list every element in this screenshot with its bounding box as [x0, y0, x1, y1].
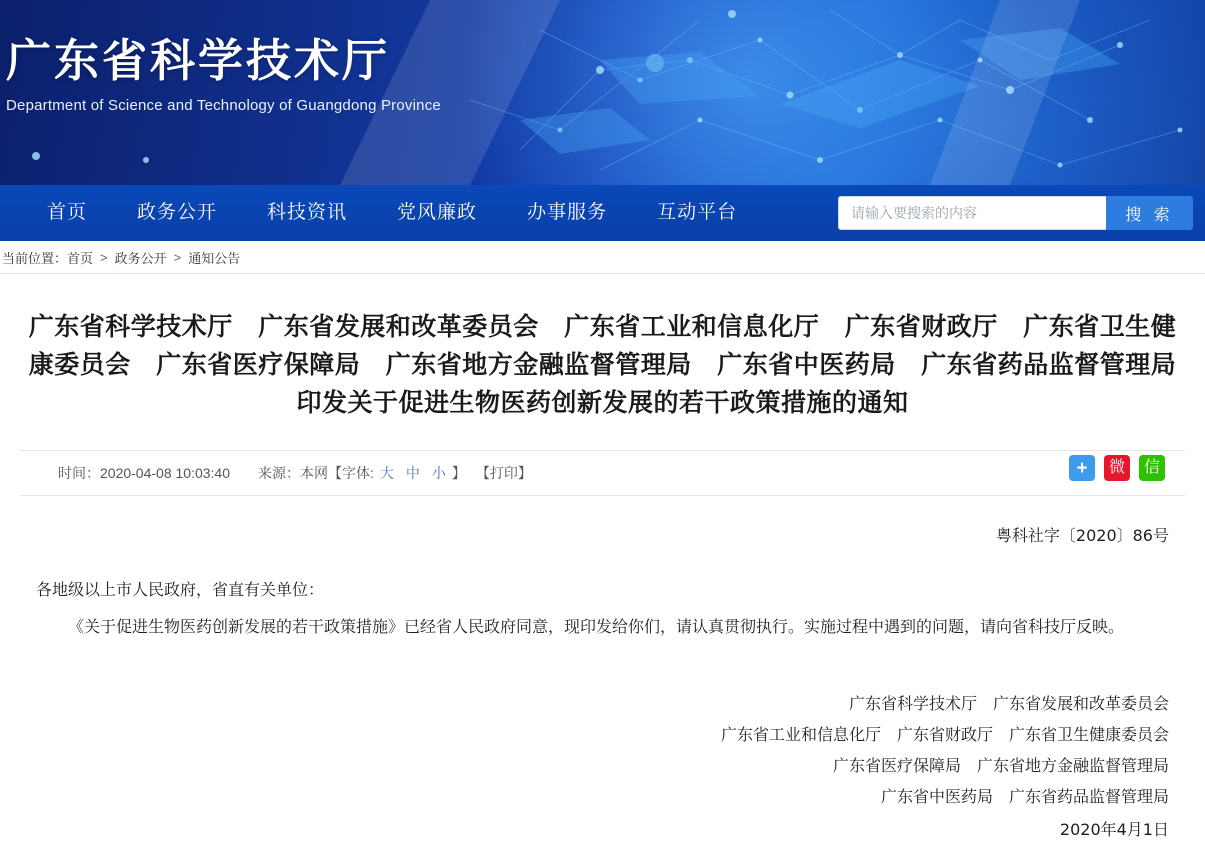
weibo-icon[interactable]: 微	[1104, 455, 1130, 481]
signature-line: 广东省中医药局 广东省药品监督管理局	[880, 787, 1169, 806]
breadcrumb-prefix: 当前位置：	[2, 250, 68, 266]
signature-line: 广东省工业和信息化厅 广东省财政厅 广东省卫生健康委员会	[720, 725, 1169, 744]
fontsize-small-button[interactable]: 小	[431, 465, 446, 481]
document-signature-block	[36, 688, 1169, 845]
signature-line: 广东省科学技术厅 广东省发展和改革委员会	[848, 694, 1169, 713]
document-addressee: 各地级以上市人民政府，省直有关单位：	[36, 580, 325, 599]
breadcrumb-separator-icon: >	[100, 249, 108, 265]
site-banner	[0, 0, 1205, 185]
nav-item-government-affairs[interactable]: 政务公开	[137, 202, 218, 223]
breadcrumb-item-home[interactable]: 首页	[67, 250, 94, 266]
publish-time-label: 时间：	[58, 465, 100, 481]
print-button[interactable]: 【打印】	[475, 465, 532, 481]
document-paragraph: 《关于促进生物医药创新发展的若干政策措施》已经省人民政府同意，现印发给你们，请认真贯彻执行。实施过程中遇到的问题，请向省科技厅反映。	[68, 617, 1125, 636]
fontsize-suffix: 】	[451, 465, 466, 481]
nav-item-party-conduct[interactable]: 党风廉政	[397, 202, 478, 223]
main-navigation	[0, 185, 1205, 241]
breadcrumb-item-notice[interactable]: 通知公告	[188, 250, 241, 266]
breadcrumb-separator-icon: >	[173, 249, 182, 265]
nav-item-tech-news[interactable]: 科技资讯	[267, 202, 348, 223]
page-title: 广东省科学技术厅 广东省发展和改革委员会 广东省工业和信息化厅 广东省财政厅 广东省卫生健康委员会 广东省医疗保障局 广东省地方金融监督管理局 广东省中医药局 广东省药品监督管理局印发关于促进生物医药创新发展的若干政策措施的通知	[28, 312, 1177, 417]
signature-line: 广东省医疗保障局 广东省地方金融监督管理局	[832, 756, 1169, 775]
fontsize-medium-button[interactable]: 中	[405, 465, 420, 481]
document-number: 粤科社字〔2020〕86号	[995, 526, 1169, 545]
share-more-icon[interactable]: +	[1069, 455, 1095, 481]
signature-date: 2020年4月1日	[1059, 820, 1169, 839]
fontsize-prefix: 【字体:	[328, 465, 374, 481]
nav-item-home[interactable]: 首页	[47, 202, 88, 223]
fontsize-large-button[interactable]: 大	[379, 465, 394, 481]
nav-item-list	[0, 185, 762, 241]
share-icon-group	[1069, 455, 1165, 481]
site-title-zh: 广东省科学技术厅	[6, 34, 391, 87]
search-box	[838, 196, 1193, 230]
publish-time-value: 2020-04-08 10:03:40	[100, 465, 230, 481]
nav-item-services[interactable]: 办事服务	[527, 202, 608, 223]
source-label: 来源：	[258, 465, 300, 481]
publish-time	[58, 463, 230, 483]
nav-item-interaction[interactable]: 互动平台	[657, 202, 738, 223]
search-button[interactable]: 搜 索	[1106, 196, 1193, 230]
article-meta-bar	[20, 450, 1185, 496]
article-source	[258, 463, 328, 483]
site-title-en: Department of Science and Technology of Guangdong Province	[6, 97, 441, 114]
article-card	[0, 273, 1205, 855]
search-input[interactable]	[838, 196, 1106, 230]
wechat-icon[interactable]: 信	[1139, 455, 1165, 481]
breadcrumb-item-government-affairs[interactable]: 政务公开	[114, 250, 167, 266]
breadcrumb	[0, 241, 1205, 273]
article-body	[14, 496, 1191, 855]
source-value: 本网	[300, 465, 328, 481]
